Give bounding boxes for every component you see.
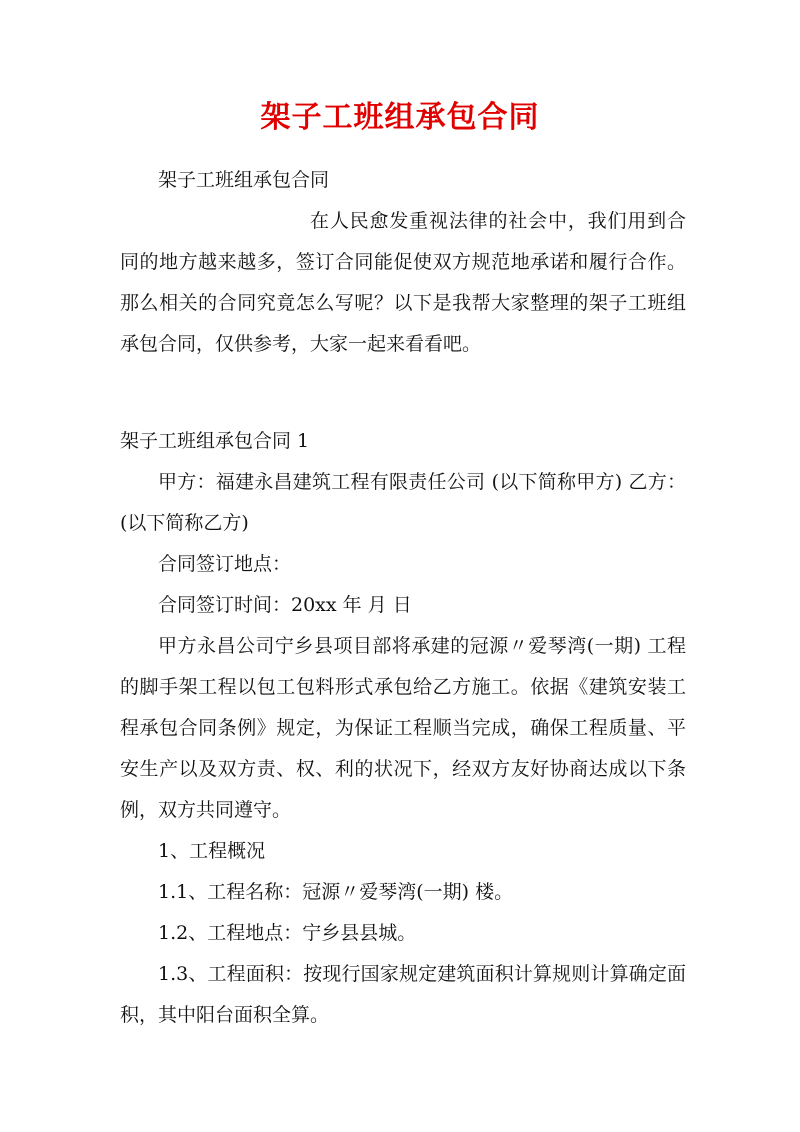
parties-paragraph: 甲方：福建永昌建筑工程有限责任公司 (以下简称甲方) 乙方：(以下简称乙方) — [120, 471, 686, 534]
clause-1-3: 1.3、工程面积：按现行国家规定建筑面积计算规则计算确定面积，其中阳台面积全算。 — [120, 963, 686, 1026]
clause-1-2: 1.2、工程地点：宁乡县县城。 — [158, 922, 417, 944]
section-heading: 架子工班组承包合同 1 — [120, 430, 310, 452]
clause-heading-1: 1、工程概况 — [158, 840, 266, 862]
document-subtitle: 架子工班组承包合同 — [158, 169, 330, 191]
sign-place-line: 合同签订地点： — [158, 553, 292, 575]
document-body — [120, 160, 686, 1036]
clause-1-1: 1.1、工程名称：冠源〃爱琴湾(一期) 楼。 — [158, 881, 514, 903]
document-title: 架子工班组承包合同 — [260, 100, 540, 135]
sign-time-line: 合同签订时间：20xx 年 月 日 — [158, 594, 412, 616]
intro-paragraph: 在人民愈发重视法律的社会中，我们用到合同的地方越来越多，签订合同能促使双方规范地承诺和履行合作。那么相关的合同究竟怎么写呢？以下是我帮大家整理的架子工班组承包合同，仅供参考，大家一起来看看吧。 — [120, 210, 686, 355]
preamble-paragraph: 甲方永昌公司宁乡县项目部将承建的冠源〃爱琴湾(一期) 工程的脚手架工程以包工包料形式承包给乙方施工。依据《建筑安装工程承包合同条例》规定，为保证工程顺当完成，确保工程质量、平安生产以及双方责、权、利的状况下，经双方友好协商达成以下条例，双方共同遵守。 — [120, 635, 686, 821]
